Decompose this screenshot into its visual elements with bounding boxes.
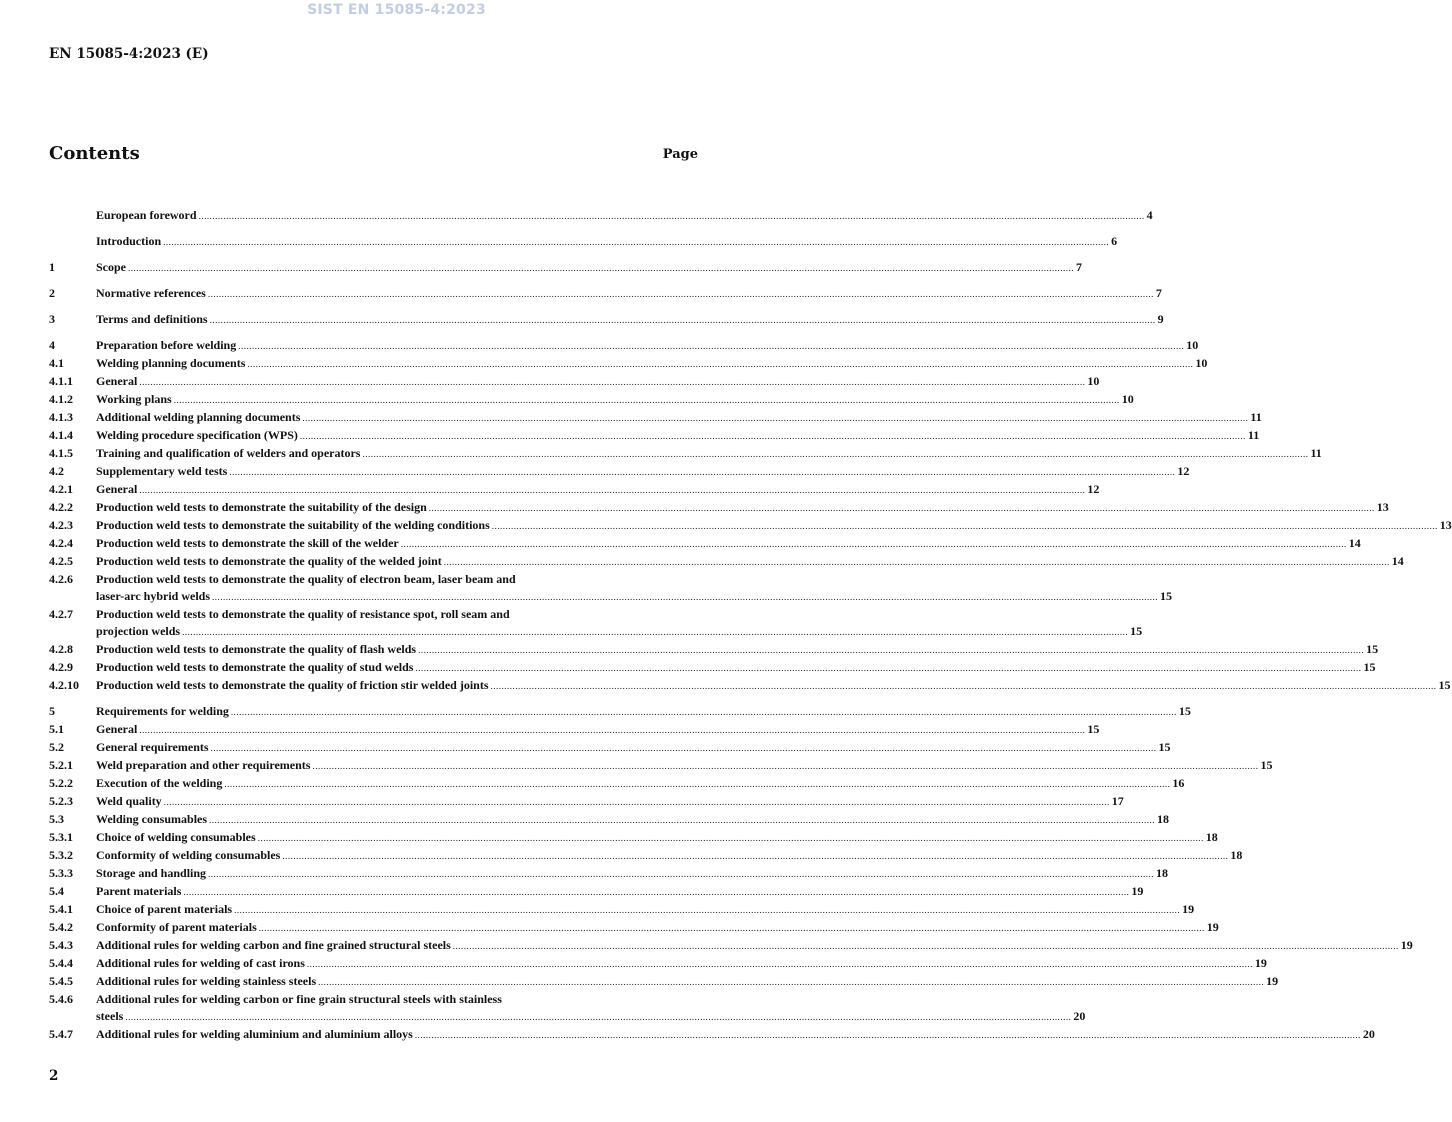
dot-leader (182, 624, 1128, 641)
toc-entry-number: 4.2.2 (49, 500, 73, 514)
toc-entry-page: 16 (1172, 776, 1185, 790)
toc-entry-page: 19 (1266, 974, 1279, 988)
toc-entry[interactable] (49, 793, 1124, 811)
toc-entry[interactable] (49, 233, 1118, 251)
toc-entry-page: 9 (1157, 312, 1164, 326)
toc-entry-title: Production weld tests to demonstrate the skill of the welder (96, 536, 399, 550)
toc-entry[interactable] (49, 553, 1404, 571)
toc-entry[interactable] (49, 811, 1170, 829)
toc-entry[interactable] (49, 641, 1379, 659)
toc-entry[interactable] (49, 517, 1452, 535)
toc-entry-number: 4.1.1 (49, 374, 73, 388)
toc-entry[interactable] (49, 919, 1219, 937)
toc-entry[interactable] (49, 427, 1260, 445)
dot-leader (139, 482, 1085, 499)
toc-entry-title: Introduction (96, 234, 162, 248)
toc-entry-title: Additional rules for welding aluminium and aluminium alloys (96, 1027, 413, 1041)
toc-entry-page: 4 (1146, 208, 1153, 222)
toc-entry[interactable] (49, 659, 1376, 677)
toc-entry-page: 10 (1186, 338, 1199, 352)
toc-entry-page: 17 (1111, 794, 1124, 808)
toc-entry-title: Scope (96, 260, 126, 274)
toc-entry-page: 12 (1087, 482, 1100, 496)
dot-leader (224, 776, 1170, 793)
toc-entry[interactable] (49, 757, 1273, 775)
toc-entry-page: 15 (1363, 660, 1376, 674)
toc-entry-page: 18 (1205, 830, 1218, 844)
dot-leader (259, 920, 1205, 937)
toc-entry[interactable] (49, 991, 1086, 1026)
toc-entry-title: Production weld tests to demonstrate the quality of friction stir welded joints (96, 678, 489, 692)
toc-entry-page: 15 (1130, 624, 1143, 638)
toc-entry-number: 4.2 (49, 464, 64, 478)
toc-entry-title: Storage and handling (96, 866, 207, 880)
toc-entry-number: 5.4.3 (49, 938, 73, 952)
dot-leader (415, 1027, 1361, 1044)
toc-entry-page: 10 (1195, 356, 1208, 370)
toc-entry-page: 7 (1155, 286, 1162, 300)
dot-leader (444, 554, 1390, 571)
toc-entry-page: 15 (1160, 589, 1172, 603)
toc-entry-title: Production weld tests to demonstrate the suitability of the welding conditions (96, 518, 490, 532)
dot-leader (209, 812, 1155, 829)
toc-entry-title: Normative references (96, 286, 206, 300)
dot-leader (238, 338, 1184, 355)
toc-entry-title: Additional welding planning documents (96, 410, 301, 424)
toc-entry-number: 4 (49, 338, 55, 352)
toc-entry-number: 4.1.3 (49, 410, 73, 424)
toc-entry-number: 4.2.3 (49, 518, 73, 532)
toc-entry-number: 5.3.1 (49, 830, 73, 844)
toc-entry-number: 1 (49, 260, 55, 274)
toc-entry-title: Production weld tests to demonstrate the suitability of the design (96, 500, 427, 514)
toc-entry[interactable] (49, 703, 1191, 721)
toc-entry[interactable] (49, 901, 1195, 919)
toc-entry[interactable] (49, 337, 1199, 355)
toc-entry-title: Production weld tests to demonstrate the quality of the welded joint (96, 554, 442, 568)
dot-leader (128, 260, 1074, 277)
dot-leader (212, 589, 1158, 606)
toc-entry-title: Additional rules for welding carbon and fine grained structural steels (96, 938, 451, 952)
toc-entry-page: 11 (1250, 410, 1262, 424)
toc-entry-title: Additional rules for welding carbon or fine grain structural steels with stainless (96, 992, 502, 1006)
toc-entry-title: Choice of welding consumables (96, 830, 256, 844)
toc-entry[interactable] (49, 847, 1243, 865)
toc-entry-number: 5.2.2 (49, 776, 73, 790)
dot-leader (211, 740, 1157, 757)
toc-entry-title: Additional rules for welding of cast irons (96, 956, 305, 970)
toc-entry-page: 13 (1439, 518, 1452, 532)
dot-leader (210, 312, 1156, 329)
toc-entry-number: 4.2.9 (49, 660, 73, 674)
toc-entry-page: 12 (1177, 464, 1190, 478)
toc-entry-title: Production weld tests to demonstrate the quality of stud welds (96, 660, 414, 674)
toc-entry-title: Terms and definitions (96, 312, 208, 326)
toc-entry-title: General requirements (96, 740, 209, 754)
toc-entry[interactable] (49, 955, 1267, 973)
toc-entry-number: 5.2 (49, 740, 64, 754)
toc-entry-title-continued: steels (96, 1009, 124, 1023)
contents-heading: Contents (49, 143, 140, 164)
toc-entry-title: Requirements for welding (96, 704, 229, 718)
toc-entry-title: Weld quality (96, 794, 162, 808)
toc-entry-number: 5.4 (49, 884, 64, 898)
toc-entry[interactable] (49, 721, 1100, 739)
toc-entry-number: 5.4.2 (49, 920, 73, 934)
toc-entry[interactable] (49, 937, 1413, 955)
toc-entry-title: Training and qualification of welders and operators (96, 446, 361, 460)
toc-entry-page: 15 (1158, 740, 1171, 754)
toc-entry[interactable] (49, 285, 1162, 303)
toc-entry-title: General (96, 374, 138, 388)
toc-entry-title: Conformity of parent materials (96, 920, 257, 934)
dot-leader (362, 446, 1308, 463)
toc-entry[interactable] (49, 606, 1143, 641)
toc-entry-page: 18 (1230, 848, 1243, 862)
toc-entry-page: 18 (1156, 866, 1169, 880)
toc-entry[interactable] (49, 311, 1164, 329)
toc-entry[interactable] (49, 829, 1218, 847)
toc-entry-page: 10 (1121, 392, 1134, 406)
toc-entry-title-continued: projection welds (96, 624, 181, 638)
dot-leader (312, 758, 1258, 775)
toc-entry[interactable] (49, 391, 1134, 409)
toc-entry-title: Production weld tests to demonstrate the quality of resistance spot, roll seam and (96, 607, 510, 621)
toc-entry-number: 4.2.10 (49, 678, 79, 692)
toc-entry-page: 19 (1206, 920, 1219, 934)
dot-leader (418, 642, 1364, 659)
toc-entry[interactable] (49, 499, 1389, 517)
toc-entry[interactable] (49, 1026, 1375, 1044)
toc-entry-title: Conformity of welding consumables (96, 848, 281, 862)
toc-entry-number: 5.3.2 (49, 848, 73, 862)
toc-entry[interactable] (49, 445, 1322, 463)
dot-leader (208, 866, 1154, 883)
toc-entry-page: 7 (1076, 260, 1082, 274)
toc-entry[interactable] (49, 677, 1451, 695)
toc-entry-number: 5.4.1 (49, 902, 73, 916)
dot-leader (231, 704, 1177, 721)
toc-entry-page: 15 (1366, 642, 1379, 656)
toc-entry-title: Preparation before welding (96, 338, 237, 352)
toc-entry-page: 15 (1260, 758, 1273, 772)
toc-entry-title: Welding procedure specification (WPS) (96, 428, 298, 442)
toc-entry-title: Supplementary weld tests (96, 464, 228, 478)
toc-entry-title: Production weld tests to demonstrate the quality of electron beam, laser beam and (96, 572, 516, 586)
toc-entry-number: 4.2.4 (49, 536, 73, 550)
toc-entry-number: 5.3 (49, 812, 64, 826)
dot-leader (199, 208, 1145, 225)
toc-entry-title: Execution of the welding (96, 776, 223, 790)
toc-entry-title-continued: laser-arc hybrid welds (96, 589, 210, 603)
dot-leader (247, 356, 1193, 373)
toc-entry-page: 14 (1348, 536, 1361, 550)
toc-entry[interactable] (49, 865, 1169, 883)
toc-entry-number: 5.1 (49, 722, 64, 736)
toc-entry[interactable] (49, 775, 1185, 793)
toc-entry-page: 19 (1182, 902, 1195, 916)
dot-leader (300, 428, 1246, 445)
toc-entry-number: 2 (49, 286, 55, 300)
toc-entry-number: 5.4.5 (49, 974, 73, 988)
toc-entry-page: 6 (1111, 234, 1118, 248)
toc-entry[interactable] (49, 973, 1279, 991)
toc-entry-page: 15 (1087, 722, 1100, 736)
dot-leader (139, 722, 1085, 739)
toc-entry-title: Choice of parent materials (96, 902, 233, 916)
dot-leader (139, 374, 1085, 391)
toc-entry[interactable] (49, 373, 1100, 391)
toc-entry[interactable] (49, 739, 1171, 757)
toc-entry[interactable] (49, 207, 1153, 225)
dot-leader (174, 392, 1120, 409)
toc-entry[interactable] (49, 259, 1082, 277)
dot-leader (229, 464, 1175, 481)
dot-leader (164, 794, 1110, 811)
toc-entry-number: 4.2.5 (49, 554, 73, 568)
dot-leader (282, 848, 1228, 865)
dot-leader (125, 1009, 1071, 1026)
toc-entry-title: Weld preparation and other requirements (96, 758, 311, 772)
watermark: SIST EN 15085-4:2023 (307, 2, 486, 18)
toc-entry-title: Additional rules for welding stainless steels (96, 974, 317, 988)
toc-entry-title: Welding planning documents (96, 356, 246, 370)
toc-entry-page: 11 (1247, 428, 1260, 442)
toc-entry[interactable] (49, 463, 1190, 481)
toc-entry-title: European foreword (96, 208, 197, 222)
toc-entry-number: 4.1.2 (49, 392, 73, 406)
toc-entry-number: 4.2.6 (49, 572, 73, 586)
toc-entry[interactable] (49, 571, 1172, 606)
toc-entry-title: General (96, 482, 138, 496)
toc-entry[interactable] (49, 883, 1144, 901)
dot-leader (302, 410, 1248, 427)
toc-entry-number: 5.4.6 (49, 992, 73, 1006)
dot-leader (183, 884, 1129, 901)
toc-entry-title: Welding consumables (96, 812, 208, 826)
page-number: 2 (49, 1068, 59, 1084)
toc-entry-page: 19 (1400, 938, 1413, 952)
toc-entry-page: 19 (1254, 956, 1267, 970)
dot-leader (163, 234, 1109, 251)
toc-entry-page: 20 (1073, 1009, 1086, 1023)
toc-entry-page: 14 (1391, 554, 1404, 568)
dot-leader (258, 830, 1204, 847)
toc-entry-page: 15 (1178, 704, 1191, 718)
dot-leader (429, 500, 1375, 517)
toc-entry-number: 4.2.1 (49, 482, 73, 496)
toc-entry-page: 10 (1087, 374, 1100, 388)
toc-entry[interactable] (49, 481, 1100, 499)
document-id: EN 15085-4:2023 (E) (49, 46, 209, 62)
toc-entry-title: Production weld tests to demonstrate the quality of flash welds (96, 642, 417, 656)
toc-entry[interactable] (49, 535, 1361, 553)
toc-entry-number: 5.2.3 (49, 794, 73, 808)
dot-leader (307, 956, 1253, 973)
dot-leader (491, 678, 1437, 695)
toc-entry-number: 4.1.4 (49, 428, 73, 442)
dot-leader (234, 902, 1180, 919)
dot-leader (401, 536, 1347, 553)
toc-entry-title: General (96, 722, 138, 736)
dot-leader (415, 660, 1361, 677)
dot-leader (208, 286, 1154, 303)
table-of-contents (49, 207, 1452, 1044)
toc-entry-page: 11 (1310, 446, 1322, 460)
dot-leader (453, 938, 1399, 955)
toc-entry-number: 4.1.5 (49, 446, 73, 460)
toc-entry-number: 5.4.7 (49, 1027, 73, 1041)
toc-entry-title: Working plans (96, 392, 172, 406)
toc-entry-page: 20 (1362, 1027, 1375, 1041)
toc-entry-page: 19 (1131, 884, 1144, 898)
toc-entry[interactable] (49, 409, 1262, 427)
toc-entry-number: 4.2.7 (49, 607, 73, 621)
page-column-label: Page (662, 147, 698, 162)
toc-entry-number: 4.1 (49, 356, 64, 370)
dot-leader (492, 518, 1438, 535)
toc-entry-title: Parent materials (96, 884, 182, 898)
dot-leader (318, 974, 1264, 991)
toc-entry-number: 5.3.3 (49, 866, 73, 880)
toc-entry[interactable] (49, 355, 1208, 373)
toc-entry-number: 5.4.4 (49, 956, 73, 970)
toc-entry-number: 3 (49, 312, 55, 326)
toc-entry-page: 13 (1376, 500, 1389, 514)
toc-entry-number: 4.2.8 (49, 642, 73, 656)
toc-entry-number: 5.2.1 (49, 758, 73, 772)
toc-entry-number: 5 (49, 704, 55, 718)
toc-entry-page: 15 (1438, 678, 1451, 692)
toc-entry-page: 18 (1157, 812, 1170, 826)
